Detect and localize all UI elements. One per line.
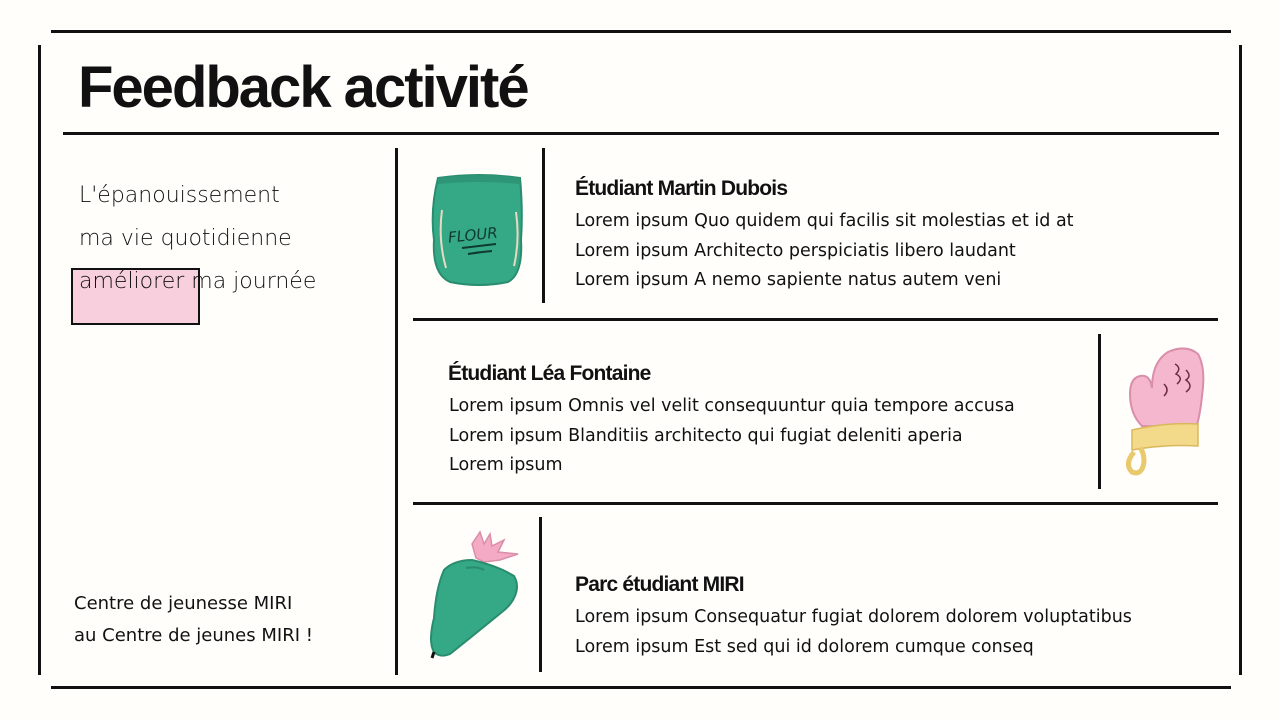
card3-line-1: Lorem ipsum Consequatur fugiat dolorem dolorem voluptatibus bbox=[575, 607, 1132, 627]
card2-line-3: Lorem ipsum bbox=[449, 455, 563, 475]
card2-line-2: Lorem ipsum Blanditiis architecto qui fugiat deleniti aperia bbox=[449, 425, 963, 446]
piping-bag-icon bbox=[420, 528, 530, 663]
card3-title: Parc étudiant MIRI bbox=[575, 573, 744, 596]
card3-line-2: Lorem ipsum Est sed qui id dolorem cumque conseq bbox=[575, 636, 1034, 657]
page-title: Feedback activité bbox=[78, 55, 528, 120]
row-divider-1 bbox=[413, 318, 1218, 321]
flour-bag-icon bbox=[424, 170, 534, 290]
card1-divider bbox=[542, 148, 545, 303]
card1-line-3: Lorem ipsum A nemo sapiente natus autem veni bbox=[575, 270, 1002, 290]
card2-title: Étudiant Léa Fontaine bbox=[448, 362, 651, 385]
card1-line-1: Lorem ipsum Quo quidem qui facilis sit molestias et id at bbox=[575, 211, 1074, 231]
frame-right-line bbox=[1239, 45, 1242, 675]
card1-text bbox=[575, 207, 1074, 296]
frame-top-line bbox=[51, 30, 1231, 33]
frame-bottom-line bbox=[51, 686, 1231, 689]
oven-mitt-icon bbox=[1120, 344, 1210, 479]
card3-divider bbox=[539, 517, 542, 672]
row-divider-2 bbox=[413, 502, 1218, 505]
intro-line-3: améliorer ma journée bbox=[79, 269, 317, 294]
intro-line-2: ma vie quotidienne bbox=[79, 226, 292, 251]
column-divider bbox=[395, 148, 398, 675]
card1-title: Étudiant Martin Dubois bbox=[575, 177, 788, 200]
footer-line-2: au Centre de jeunes MIRI ! bbox=[74, 625, 313, 646]
card2-line-1: Lorem ipsum Omnis vel velit consequuntur quia tempore accusa bbox=[449, 396, 1015, 416]
card2-text bbox=[449, 392, 1015, 481]
title-divider bbox=[63, 132, 1219, 135]
card1-line-2: Lorem ipsum Architecto perspiciatis libero laudant bbox=[575, 240, 1016, 261]
card3-text bbox=[575, 603, 1132, 662]
footer-line-1: Centre de jeunesse MIRI bbox=[74, 593, 293, 614]
flour-label: FLOUR bbox=[447, 223, 499, 247]
intro-line-1: L'épanouissement bbox=[79, 183, 280, 208]
frame-left-line bbox=[38, 45, 41, 675]
card2-divider bbox=[1098, 334, 1101, 489]
